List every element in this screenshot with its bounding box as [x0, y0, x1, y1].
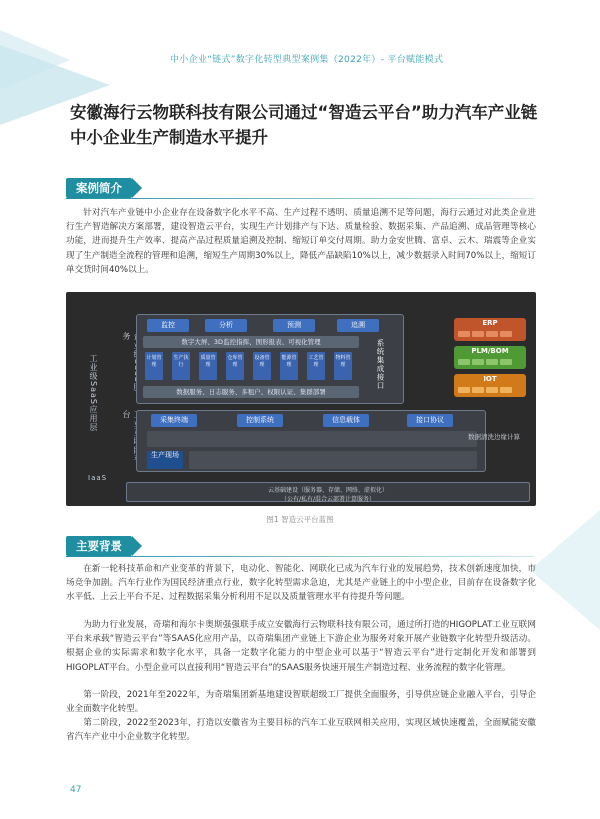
module-item: 仓库管理: [226, 352, 244, 380]
section-divider: [66, 198, 534, 199]
module-item: 质量管理: [199, 352, 217, 380]
iaas-label: IaaS: [88, 474, 108, 482]
module-row: [145, 352, 359, 382]
title-line-2: 中小企业生产制造水平提升: [70, 128, 268, 147]
intro-paragraph: 针对汽车产业链中小企业存在设备数字化水平不高、生产过程不透明、质量追溯不足等问题，海行云通过对此类企业进行生产智造解决方案部署，建设智造云平台，实现生产计划排产与下达、质量检验、数据采集、产品追溯、成品管理等核心功能，进而提升生产效率、提高产品过程质量追溯及控制、缩短订单交付周期。助力金安世腾、富卓、云木、瑞震等企业实现了生产制造全流程的管理和追溯，缩短生产周期30%以上，降低产品缺陷10%以上，减少数据录入时间70%以上，缩短订单交货时间40%以上。: [66, 208, 536, 275]
visualization-bar: 数字大屏、3D监控指挥、图形报表、可视化管理: [143, 336, 359, 348]
paas-label: 台: [122, 410, 131, 419]
interface-protocol-label: 接口协议: [407, 414, 453, 427]
background-paragraph-4: 第二阶段，2022至2023年，打造以安徽省为主要目标的汽车工业互联网相关应用，实现区域快速覆盖，全面赋能安徽省汽车产业中小企业数字化转型。: [66, 718, 536, 743]
info-carrier-label: 信息载体: [323, 414, 369, 427]
iot-block: [454, 374, 526, 397]
module-item: 物料管理: [334, 352, 352, 380]
service-bar: 数据服务、日志服务、多租户、权限认证、集群部署: [143, 386, 359, 398]
system-integration-label: 系统集成接口: [376, 339, 385, 390]
device-row: [147, 431, 477, 447]
background-paragraph-1: 在新一轮科技革命和产业变革的背景下，电动化、智能化、网联化已成为汽车行业的发展趋势，技术创新速度加快，市场竞争加剧。汽车行业作为国民经济重点行业，数字化转型需求急迫，尤其是产业链上的中小型企业，目前存在设备数字化水平低、上云上平台不足、过程数据采集分析利用不足以及质量管理水平有待提升等问题。: [66, 564, 536, 603]
section-heading-intro: 案例简介: [66, 178, 132, 198]
enterprise-saas-label: 务: [122, 332, 131, 341]
module-item: 生产执行: [172, 352, 190, 380]
infrastructure-line-2: （公有/私有/混合云部署计算服务）: [280, 496, 376, 503]
erp-label: ERP: [482, 319, 498, 327]
plm-block: [454, 346, 526, 369]
equipment-row: [189, 451, 477, 469]
side-decoration: [530, 510, 600, 630]
collect-terminal-label: 采集终端: [151, 414, 197, 427]
module-item: 工艺管理: [307, 352, 325, 380]
section-divider: [66, 556, 534, 557]
monitor-button: 监控: [147, 319, 189, 332]
edge-compute-label: 数据清洗边缘计算: [468, 433, 520, 441]
infrastructure-line-1: 云基础建设（服务器、存储、网络、虚拟化）: [267, 487, 388, 494]
collection-panel: [136, 410, 486, 472]
background-paragraph-2: 为助力行业发展，奇瑞和海尔卡奥斯强强联手成立安徽海行云物联科技有限公司，通过所打造的HIGOPLAT工业互联网平台来承载“智造云平台”等SAAS化应用产品，以奇瑞集团产业链上下游企业为服务对象开展产业链数字化转型升级活动。根据企业的实际需求和数字化水平，具备一定数字化能力的中型企业可以基于“智造云平台”进行定制化开发和部署到HIGOPLAT平台。小型企业可以直接利用“智造云平台”的SAAS服务快速开展生产制造过程、业务流程的数字化管理。: [66, 620, 536, 673]
running-header: 中小企业“链式”数字化转型典型案例集（2022年）- 平台赋能模式: [170, 55, 444, 65]
infrastructure-bar: [126, 482, 530, 502]
control-system-label: 控制系统: [237, 414, 283, 427]
predict-button: 预测: [273, 319, 315, 332]
production-site-label: 生产现场: [147, 451, 183, 469]
erp-block: [454, 318, 526, 341]
title-line-1: 安徽海行云物联科技有限公司通过“智造云平台”助力汽车产业链: [70, 103, 538, 122]
iot-label: IOT: [483, 375, 497, 383]
saas-panel: [136, 314, 404, 404]
plm-label: PLM/BOM: [471, 347, 509, 355]
section-heading-background: 主要背景: [66, 536, 132, 556]
figure-caption: 图1 智造云平台蓝图: [266, 515, 334, 524]
page-title: [70, 100, 540, 150]
analysis-button: 分析: [205, 319, 247, 332]
module-item: 能源管理: [280, 352, 298, 380]
industrial-saas-layer-label: 工业级SaaS应用层: [89, 354, 98, 432]
trace-button: 追溯: [337, 319, 379, 332]
background-paragraph-3: 第一阶段，2021年至2022年，为奇瑞集团新基地建设智联超级工厂提供全面服务，引导供应链企业融入平台，引导企业全面数字化转型。: [66, 690, 536, 715]
module-item: 计划管理: [145, 352, 163, 380]
module-item: 设备管理: [253, 352, 271, 380]
page-number: 47: [70, 785, 82, 795]
platform-blueprint-diagram: [66, 292, 536, 506]
